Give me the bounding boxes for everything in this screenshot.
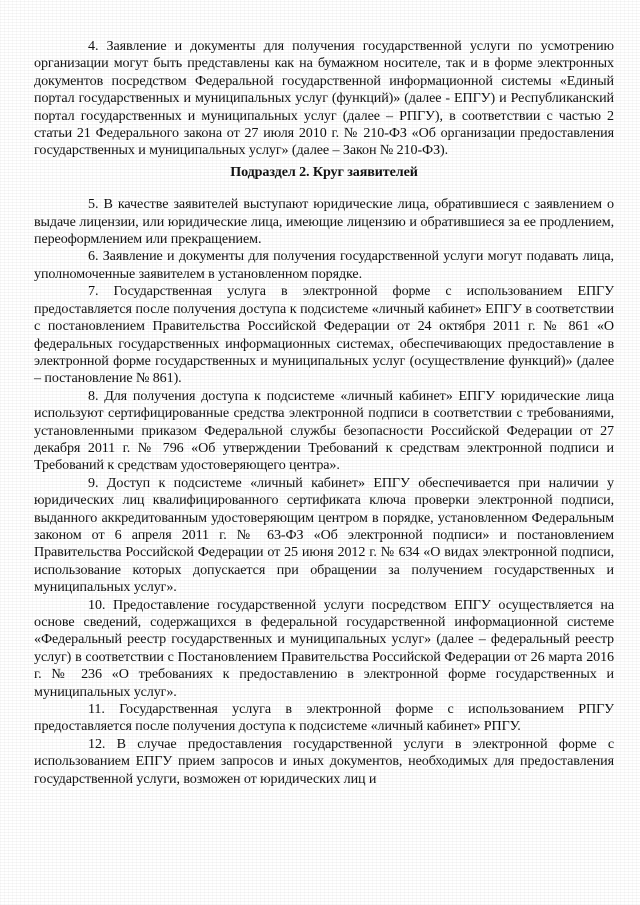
paragraph-7: 7. Государственная услуга в электронной форме с использованием ЕПГУ предоставляется после получения доступа к подсистеме «личный кабинет» ЕПГУ в соответствии с постановлением Правительства Российской Федерации от 24 октября 2011 г. № 861 «О федеральных государственных информационных системах, обеспечивающих предоставление в электронной форме государственных и муниципальных услуг (осуществление функций)» (далее – постановление № 861). <box>34 283 614 387</box>
subsection-heading: Подраздел 2. Круг заявителей <box>230 163 418 180</box>
document-body <box>34 38 614 788</box>
paragraph-10: 10. Предоставление государственной услуги посредством ЕПГУ осуществляется на основе сведений, содержащихся в федеральной государственной информационной системе «Федеральный реестр государственных и муниципальных услуг» (далее – федеральный реестр услуг) в соответствии с Постановлением Правительства Российской Федерации от 26 марта 2016 г. № 236 «О требованиях к предоставлению в электронной форме государственных и муниципальных услуг». <box>34 596 614 700</box>
paragraph-9: 9. Доступ к подсистеме «личный кабинет» ЕПГУ обеспечивается при наличии у юридических лиц квалифицированного сертификата ключа проверки электронной подписи, выданного аккредитованным удостоверяющим центром в порядке, установленном Федеральным законом от 6 апреля 2011 г. № 63-ФЗ «Об электронной подписи» и постановлением Правительства Российской Федерации от 25 июня 2012 г. № 634 «О видах электронной подписи, использование которых допускается при обращении за получением государственных и муниципальных услуг». <box>34 474 614 596</box>
paragraph-11: 11. Государственная услуга в электронной форме с использованием РПГУ предоставляется после получения доступа к подсистеме «личный кабинет» РПГУ. <box>34 701 614 735</box>
paragraph-12: 12. В случае предоставления государственной услуги в электронной форме с использованием ЕПГУ прием запросов и иных документов, необходимых для предоставления государственной услуги, возможен от юридических лиц и <box>34 735 614 787</box>
paragraph-4: 4. Заявление и документы для получения государственной услуги по усмотрению организации могут быть представлены как на бумажном носителе, так и в форме электронных документов посредством Федеральной государственной информационной системы «Единый портал государственных и муниципальных услуг (функций)» (далее - ЕПГУ) и Республиканский портал государственных и муниципальных услуг (далее – РПГУ), в соответствии с частью 2 статьи 21 Федерального закона от 27 июля 2010 г. № 210-ФЗ «Об организации предоставления государственных и муниципальных услуг» (далее – Закон № 210-ФЗ). <box>34 38 614 159</box>
paragraph-6: 6. Заявление и документы для получения государственной услуги могут подавать лица, уполномоченные заявителем в установленном порядке. <box>34 248 614 282</box>
paragraph-8: 8. Для получения доступа к подсистеме «личный кабинет» ЕПГУ юридические лица используют сертифицированные средства электронной подписи в соответствии с требованиями, установленными приказом Федеральной службы безопасности Российской Федерации от 27 декабря 2011 г. № 796 «Об утверждении Требований к средствам электронной подписи и Требований к средствам удостоверяющего центра». <box>34 387 614 474</box>
paragraph-5: 5. В качестве заявителей выступают юридические лица, обратившиеся с заявлением о выдаче лицензии, или юридические лица, имеющие лицензию и обратившиеся за ее продлением, переоформлением или прекращением. <box>34 196 614 248</box>
